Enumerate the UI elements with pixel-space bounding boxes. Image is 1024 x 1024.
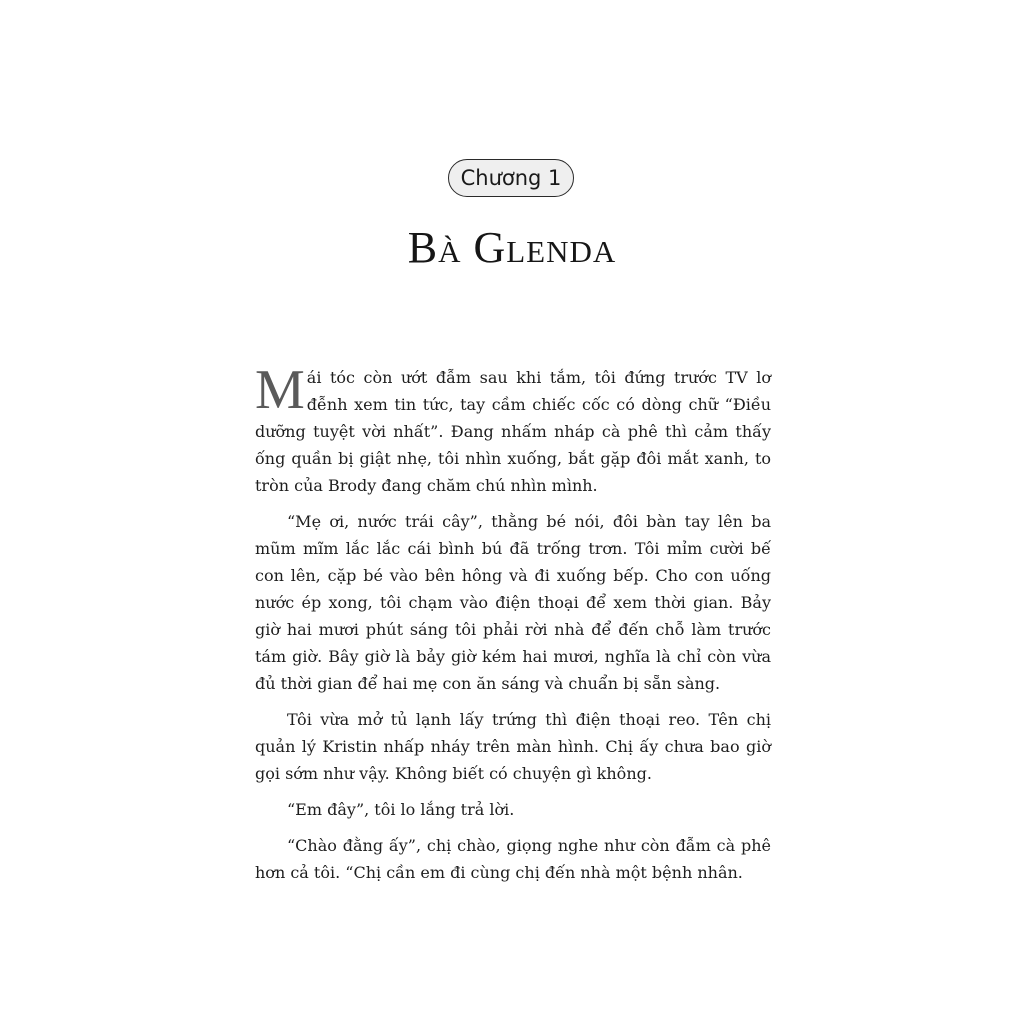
chapter-body [255,359,771,895]
paragraph-1 [255,359,771,499]
chapter-number-badge: Chương 1 [448,159,574,197]
paragraph-5: “Chào đằng ấy”, chị chào, giọng nghe như còn đẫm cà phê hơn cả tôi. “Chị cần em đi cùng chị đến nhà một bệnh nhân. [255,836,771,882]
chapter-title: Bà Glenda [407,223,617,272]
paragraph-1-text: ái tóc còn ướt đẫm sau khi tắm, tôi đứng trước TV lơ đễnh xem tin tức, tay cầm chiếc cốc có dòng chữ “Điều dưỡng tuyệt vời nhất”. Đang nhấm nháp cà phê thì cảm thấy ống quần bị giật nhẹ, tôi nhìn xuống, bắt gặp đôi mắt xanh, to tròn của Brody đang chăm chú nhìn mình. [255,368,771,495]
paragraph-4: “Em đây”, tôi lo lắng trả lời. [287,800,515,819]
drop-cap: M [255,359,305,421]
paragraph-2: “Mẹ ơi, nước trái cây”, thằng bé nói, đôi bàn tay lên ba mũm mĩm lắc lắc cái bình bú đã trống trơn. Tôi mỉm cười bế con lên, cặp bé vào bên hông và đi xuống bếp. Cho con uống nước ép xong, tôi chạm vào điện thoại để xem thời gian. Bảy giờ hai mươi phút sáng tôi phải rời nhà để đến chỗ làm trước tám giờ. Bây giờ là bảy giờ kém hai mươi, nghĩa là chỉ còn vừa đủ thời gian để hai mẹ con ăn sáng và chuẩn bị sẵn sàng. [255,512,771,693]
paragraph-3: Tôi vừa mở tủ lạnh lấy trứng thì điện thoại reo. Tên chị quản lý Kristin nhấp nháy trên màn hình. Chị ấy chưa bao giờ gọi sớm như vậy. Không biết có chuyện gì không. [255,710,771,783]
